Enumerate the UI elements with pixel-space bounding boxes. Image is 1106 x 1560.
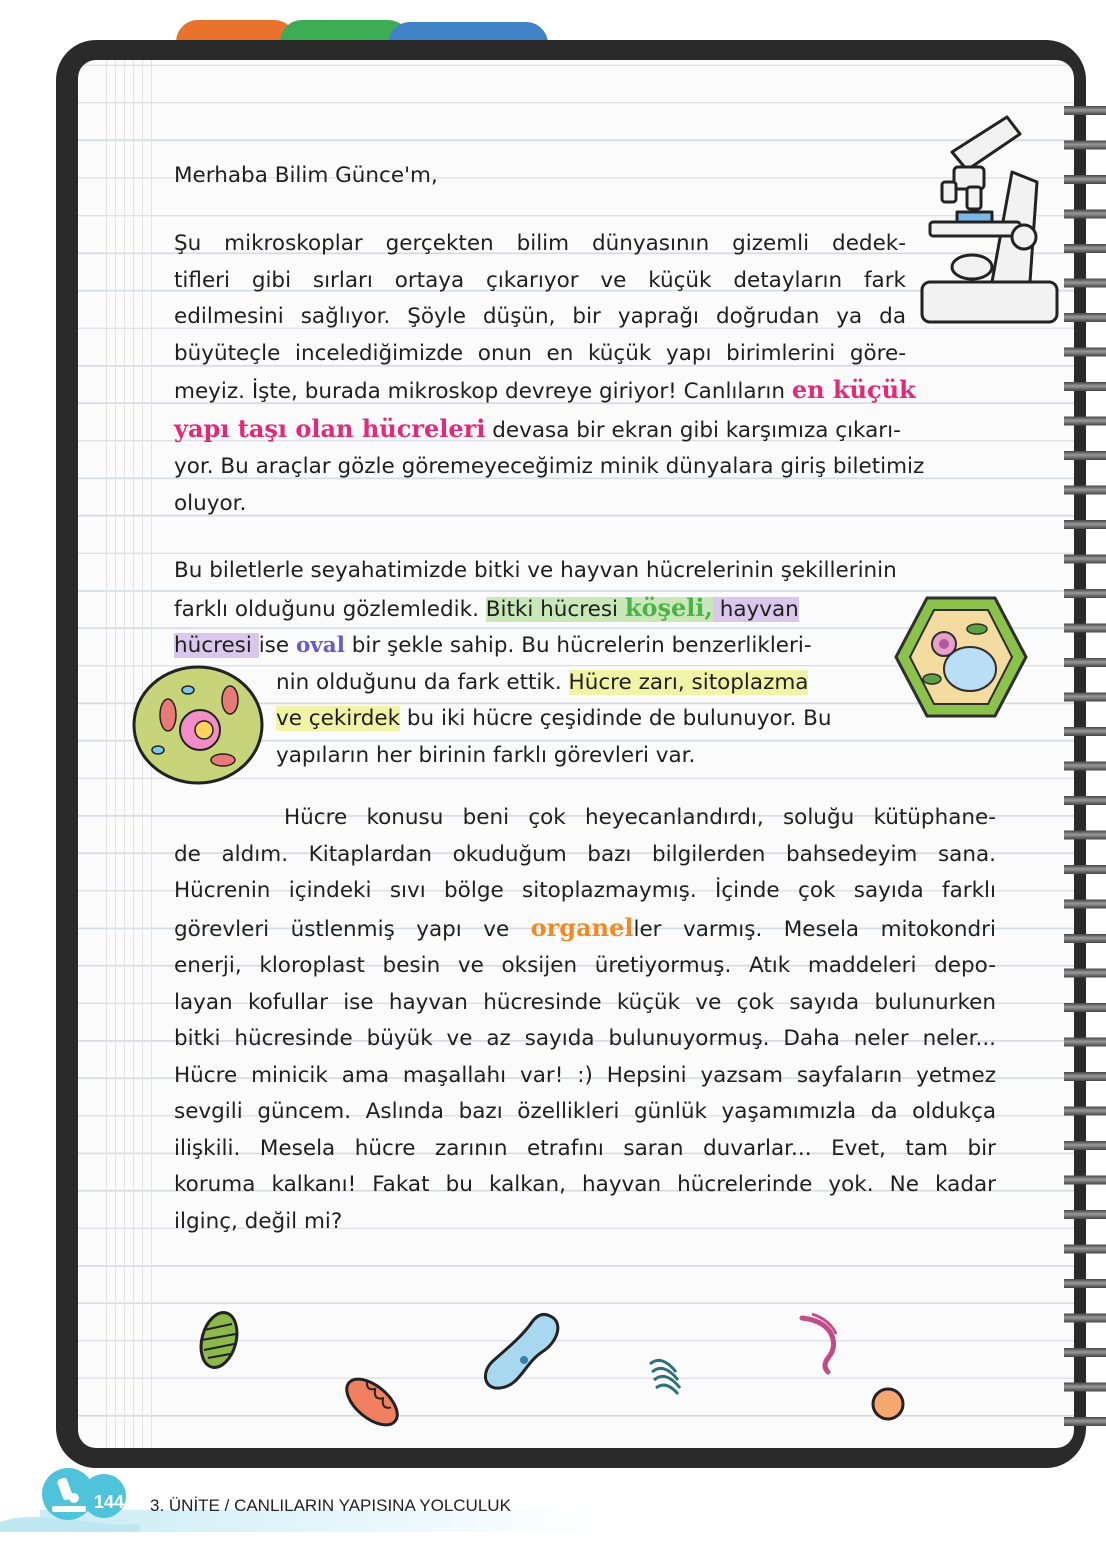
highlight-yapi-tasi: yapı taşı olan hücreleri [174,413,486,443]
chloroplast-icon [196,1308,242,1372]
word-koseli: köşeli, [624,592,713,622]
text-line: koruma kalkanı! Fakat bu kalkan, hayvan hücrelerinde yok. Ne kadar [174,1172,996,1197]
text-segment: nin olduğunu da fark ettik. [276,669,569,695]
text-line: edilmesini sağlıyor. Şöyle düşün, bir yaprağı doğrudan ya da [174,304,906,329]
word-organel: organel [530,912,634,942]
text-line: bitki hücresinde büyük ve az sayıda bulunuyormuş. Daha neler neler... [174,1026,996,1051]
text-line: Şu mikroskoplar gerçekten bilim dünyasının gizemli dedek- [174,231,906,256]
text-line [174,665,996,702]
text-line [174,701,996,738]
text-line: ilginç, değil mi? [174,1208,343,1234]
word-oval: oval [295,633,345,658]
text-line [174,628,996,665]
text-segment: bu iki hücre çeşidinde de bulunuyor. Bu [400,706,832,731]
text-line [174,372,996,411]
text-line: Hücre konusu beni çok heyecanlandırdı, soluğu kütüphane- [284,805,996,830]
unit-title: 3. ÜNİTE / CANLILARIN YAPISINA YOLCULUK [150,1496,511,1515]
text-line: sevgili güncem. Aslında bazı özellikleri günlük yaşamımızla da oldukça [174,1099,996,1124]
mitochondria-icon [340,1372,404,1432]
text-segment: meyiz. İşte, burada mikroskop devreye giriyor! Canlıların [174,379,792,404]
text-line: Hücrenin içindeki sıvı bölge sitoplazmaymış. İçinde çok sayıda farklı [174,878,996,903]
text-line: yapıların her birinin farklı görevleri var. [276,742,696,768]
greeting: Merhaba Bilim Günce'm, [174,163,438,188]
text-line [174,590,996,629]
vacuole-icon [480,1310,566,1394]
spiral-binding [1064,90,1106,1430]
highlight-cekirdek: ve çekirdek [276,706,401,731]
text-line [174,910,996,949]
highlight-en-kucuk: en küçük [791,375,916,404]
text-line: tifleri gibi sırları ortaya çıkarıyor ve küçük detayların fark [174,267,906,293]
text-line: Bu biletlerle seyahatimizde bitki ve hayvan hücrelerinin şekillerinin [174,558,897,583]
highlight-hucre-zari: Hücre zarı, sitoplazma [568,669,809,695]
text-segment: görevleri üstlenmiş yapı ve [174,916,531,942]
text-line: yor. Bu araçlar gözle göremeyeceğimiz minik dünyalara giriş biletimiz [174,454,925,479]
highlight-hucresi: hücresi [174,633,259,658]
text-segment: Bitki hücresi [485,596,625,622]
text-line: büyüteçle incelediğimizde onun en küçük yapı birimlerini göre- [174,340,906,366]
text-segment: ler varmış. Mesela mitokondri [633,916,996,942]
lysosome-icon [870,1386,906,1422]
paragraph-microscope [174,226,996,522]
text-line: de aldım. Kitaplardan okuduğum bazı bilgilerden bahsedeyim sana. [174,841,996,867]
endoplasmic-reticulum-icon [796,1310,846,1376]
highlight-hayvan: hayvan [712,596,799,622]
text-line: Hücre minicik ama maşallahı var! :) Hepsini yazsam sayfaların yetmez [174,1062,996,1088]
text-segment: farklı olduğunu gözlemledik. [174,596,486,622]
text-line: enerji, kloroplast besin ve oksijen üretiyormuş. Atık maddeleri depo- [174,953,996,978]
text-segment: bir şekle sahip. Bu hücrelerin benzerlikleri- [344,633,812,658]
text-line: oluyor. [174,490,247,516]
golgi-icon [646,1352,688,1396]
paragraph-library [174,800,996,1240]
text-line: layan kofullar ise hayvan hücresinde küçük ve çok sayıda bulunurken [174,989,996,1015]
text-line: ilişkili. Mesela hücre zarının etrafını saran duvarlar... Evet, tam bir [174,1135,996,1161]
highlight-bitki-hucresi [485,592,713,622]
page-number: 144 [94,1492,125,1512]
text-segment: ise [258,633,296,658]
paragraph-cell-shapes [174,553,996,774]
text-line [174,411,996,450]
text-segment: devasa bir ekran gibi karşımıza çıkarı- [485,417,901,443]
